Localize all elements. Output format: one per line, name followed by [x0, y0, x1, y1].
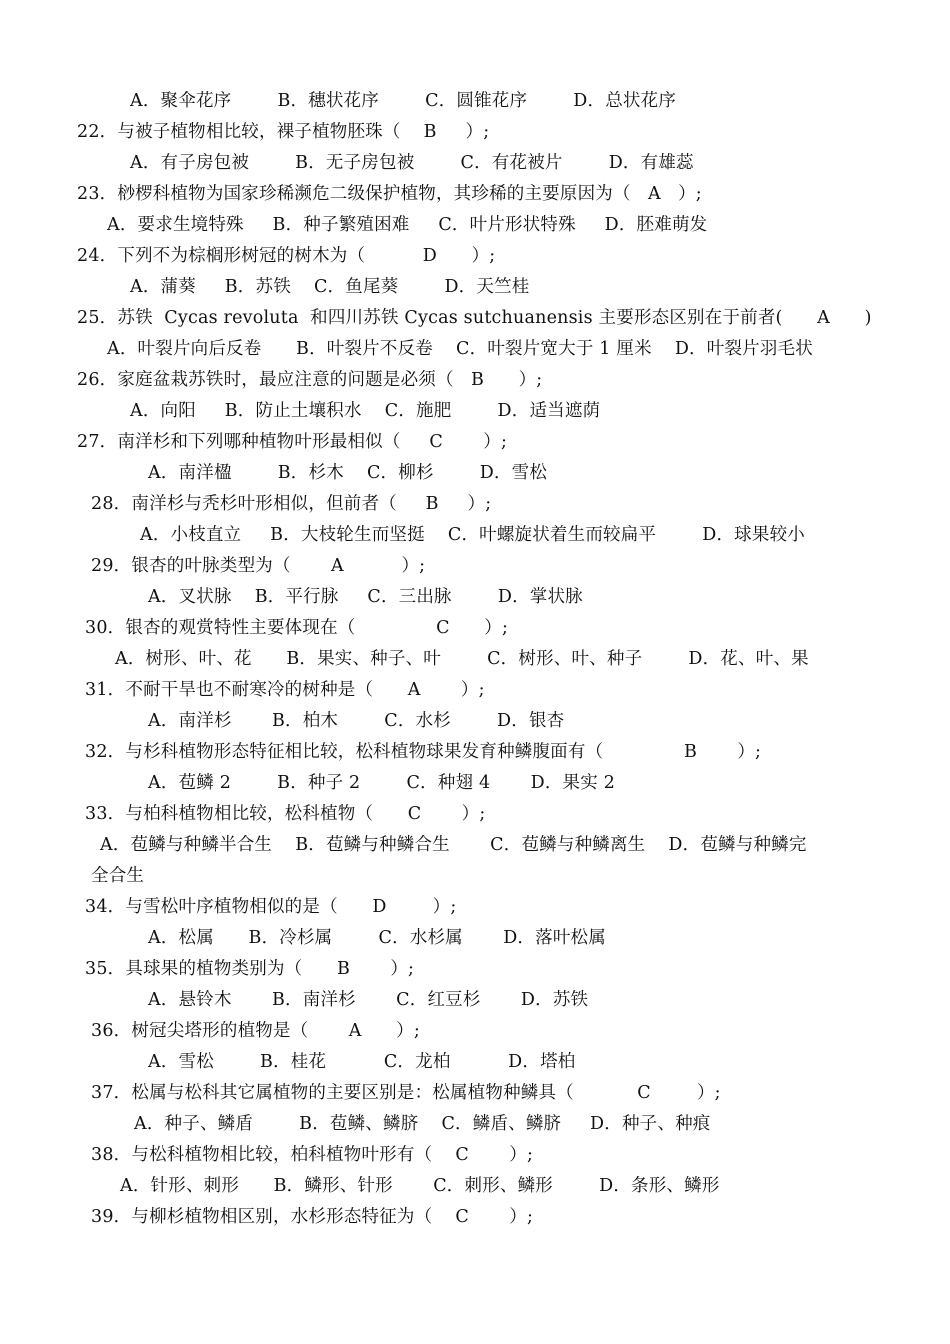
- question-line: 37．松属与松科其它属植物的主要区别是：松属植物种鳞具（ C ）;: [91, 1083, 721, 1103]
- question-line: 36．树冠尖塔形的植物是（ A ）;: [91, 1021, 420, 1041]
- option-line: A．有子房包被 B．无子房包被 C．有花被片 D．有雄蕊: [130, 153, 694, 173]
- option-line: A．叉状脉 B．平行脉 C．三出脉 D．掌状脉: [148, 587, 583, 607]
- option-line: A．小枝直立 B．大枝轮生而坚挺 C．叶螺旋状着生而较扁平 D．球果较小: [140, 525, 805, 545]
- option-line: A．蒲葵 B．苏铁 C．鱼尾葵 D．天竺桂: [130, 277, 530, 297]
- question-line: 34．与雪松叶序植物相似的是（ D ）;: [85, 897, 457, 917]
- option-line: A．要求生境特殊 B．种子繁殖困难 C．叶片形状特殊 D．胚难萌发: [107, 215, 708, 235]
- question-line: 28．南洋杉与秃杉叶形相似，但前者（ B ）;: [91, 494, 492, 514]
- option-line: A．苞鳞与种鳞半合生 B．苞鳞与种鳞合生 C．苞鳞与种鳞离生 D．苞鳞与种鳞完: [100, 835, 807, 855]
- option-line: A．悬铃木 B．南洋杉 C．红豆杉 D．苏铁: [148, 990, 589, 1010]
- question-line: 31．不耐干旱也不耐寒冷的树种是（ A ）;: [85, 680, 485, 700]
- question-line: 30．银杏的观赏特性主要体现在（ C ）;: [85, 618, 509, 638]
- question-line: 24．下列不为棕榈形树冠的树木为（ D ）;: [77, 246, 496, 266]
- option-line: A．叶裂片向后反卷 B．叶裂片不反卷 C．叶裂片宽大于 1 厘米 D．叶裂片羽毛状: [107, 339, 813, 359]
- option-line: A．雪松 B．桂花 C．龙柏 D．塔柏: [148, 1052, 576, 1072]
- option-line: A．向阳 B．防止土壤积水 C．施肥 D．适当遮荫: [130, 401, 601, 421]
- option-line: A．树形、叶、花 B．果实、种子、叶 C．树形、叶、种子 D．花、叶、果: [115, 649, 809, 669]
- option-line: A．针形、刺形 B．鳞形、针形 C．刺形、鳞形 D．条形、鳞形: [120, 1176, 720, 1196]
- question-line: 27．南洋杉和下列哪种植物叶形最相似（ C ）;: [77, 432, 508, 452]
- option-line: A．种子、鳞盾 B．苞鳞、鳞脐 C．鳞盾、鳞脐 D．种子、种痕: [134, 1114, 711, 1134]
- option-line: A．南洋杉 B．柏木 C．水杉 D．银杏: [148, 711, 565, 731]
- option-line-continued: 全合生: [91, 866, 145, 886]
- question-line: 33．与柏科植物相比较，松科植物（ C ）;: [85, 804, 486, 824]
- question-line: 39．与柳杉植物相区别，水杉形态特征为（ C ）;: [91, 1207, 534, 1227]
- question-line: 38．与松科植物相比较，柏科植物叶形有（ C ）;: [91, 1145, 534, 1165]
- option-line: A．松属 B．冷杉属 C．水杉属 D．落叶松属: [148, 928, 606, 948]
- option-line: A．聚伞花序 B．穗状花序 C．圆锥花序 D．总状花序: [130, 91, 677, 111]
- question-line: 32．与杉科植物形态特征相比较，松科植物球果发育种鳞腹面有（ B ）;: [85, 742, 762, 762]
- question-line: 23．桫椤科植物为国家珍稀濒危二级保护植物，其珍稀的主要原因为（ A ）;: [77, 184, 702, 204]
- question-line: 22．与被子植物相比较，裸子植物胚珠（ B ）;: [77, 122, 490, 142]
- question-line: 26．家庭盆栽苏铁时，最应注意的问题是必须（ B ）;: [77, 370, 543, 390]
- question-line: 35．具球果的植物类别为（ B ）;: [85, 959, 415, 979]
- option-line: A．苞鳞 2 B．种子 2 C．种翅 4 D．果实 2: [148, 773, 616, 793]
- question-line: 25．苏铁 Cycas revoluta 和四川苏铁 Cycas sutchuanensis 主要形态区别在于前者( A ): [77, 308, 872, 328]
- option-line: A．南洋楹 B．杉木 C．柳杉 D．雪松: [148, 463, 548, 483]
- question-line: 29．银杏的叶脉类型为（ A ）;: [91, 556, 426, 576]
